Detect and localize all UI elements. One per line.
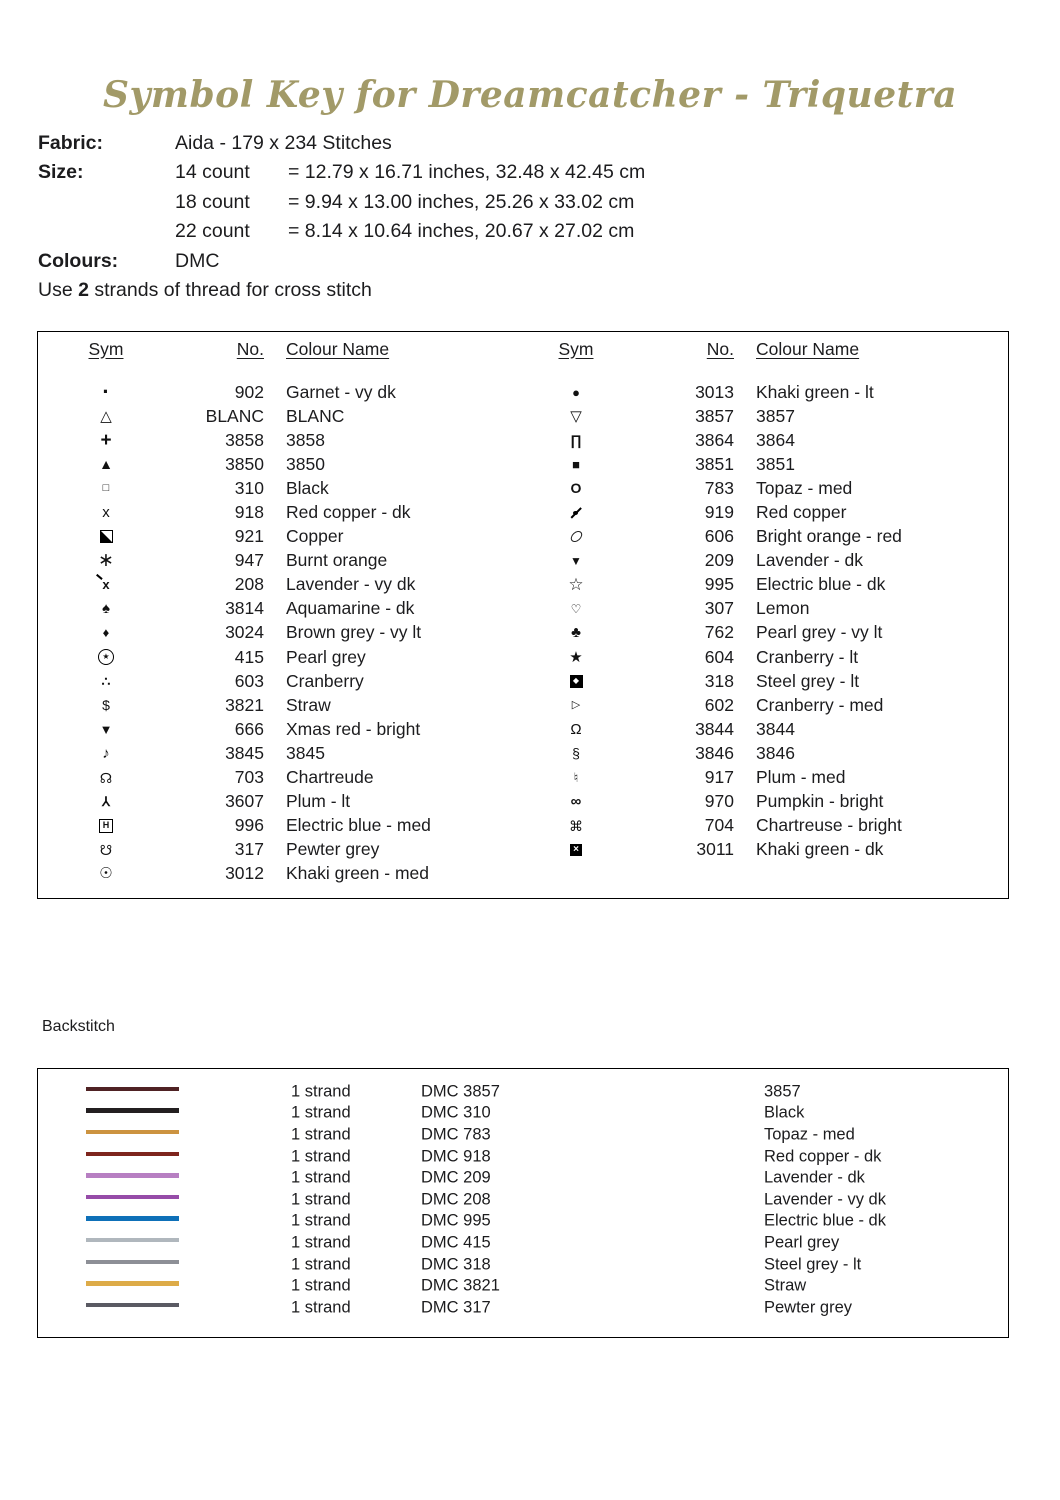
key-row bbox=[538, 669, 998, 693]
thread-color-swatch bbox=[86, 1087, 179, 1092]
stitch-symbol-icon: x bbox=[95, 575, 117, 595]
stitch-symbol-icon: ♠ bbox=[102, 600, 110, 618]
strand-count: 1 strand bbox=[291, 1276, 351, 1295]
colour-name: 3850 bbox=[286, 453, 325, 474]
stitch-symbol-icon: O bbox=[570, 480, 582, 497]
key-rows-right bbox=[538, 380, 998, 862]
backstitch-rows bbox=[38, 1081, 1008, 1319]
key-row bbox=[68, 597, 508, 621]
thread-color-swatch bbox=[86, 1195, 179, 1200]
colour-name: Copper bbox=[286, 526, 344, 547]
colour-name: 3846 bbox=[756, 742, 795, 763]
key-row bbox=[68, 621, 508, 645]
stitch-symbol-icon: ▲ bbox=[99, 456, 113, 473]
dmc-code: DMC 3821 bbox=[421, 1276, 500, 1295]
dmc-number: 3858 bbox=[225, 429, 264, 450]
dmc-number: 209 bbox=[704, 550, 734, 571]
key-column-right bbox=[538, 337, 998, 862]
colour-name: Black bbox=[286, 477, 329, 498]
dmc-number: 3864 bbox=[695, 429, 734, 450]
dmc-code: DMC 995 bbox=[421, 1211, 491, 1230]
dmc-code: DMC 208 bbox=[421, 1190, 491, 1209]
size-count: 14 count bbox=[175, 161, 250, 184]
key-row bbox=[538, 621, 998, 645]
dmc-number: 310 bbox=[234, 477, 264, 498]
size-count: 18 count bbox=[175, 190, 250, 213]
key-row bbox=[538, 790, 998, 814]
stitch-symbol-icon: ⌘ bbox=[569, 817, 583, 834]
key-row bbox=[68, 452, 508, 476]
fabric-label: Fabric: bbox=[38, 132, 104, 154]
stitch-symbol-icon bbox=[100, 530, 113, 543]
key-row bbox=[538, 452, 998, 476]
colour-name: Red copper - dk bbox=[764, 1147, 882, 1166]
dmc-code: DMC 415 bbox=[421, 1233, 491, 1252]
dmc-number: 208 bbox=[234, 574, 264, 595]
stitch-symbol-icon: ▼ bbox=[570, 553, 582, 568]
key-row bbox=[68, 549, 508, 573]
backstitch-label: Backstitch bbox=[42, 1018, 115, 1035]
dmc-code: DMC 209 bbox=[421, 1168, 491, 1187]
no-header: No. bbox=[236, 338, 264, 359]
stitch-symbol-icon: ☋ bbox=[99, 841, 113, 858]
size-row-14 bbox=[38, 158, 645, 187]
colour-name: Lavender - dk bbox=[756, 550, 864, 571]
size-row-22 bbox=[38, 217, 645, 246]
dmc-number: 704 bbox=[704, 815, 734, 836]
key-row bbox=[68, 766, 508, 790]
dmc-number: 3851 bbox=[695, 453, 734, 474]
dmc-number: 3011 bbox=[696, 839, 734, 860]
key-row bbox=[538, 693, 998, 717]
key-row bbox=[68, 717, 508, 741]
dmc-number: 919 bbox=[704, 502, 734, 523]
thread-color-swatch bbox=[86, 1216, 179, 1221]
key-row bbox=[68, 500, 508, 524]
colour-name: Topaz - med bbox=[756, 477, 853, 498]
dmc-number: 996 bbox=[234, 815, 264, 836]
key-row bbox=[68, 814, 508, 838]
colour-name: Xmas red - bright bbox=[286, 718, 421, 739]
dmc-number: 666 bbox=[234, 718, 264, 739]
key-row bbox=[538, 573, 998, 597]
dmc-number: 317 bbox=[234, 839, 264, 860]
size-dims: = 9.94 x 13.00 inches, 25.26 x 33.02 cm bbox=[288, 190, 635, 213]
colour-name: Red copper - dk bbox=[286, 502, 411, 523]
colour-name: Plum - lt bbox=[286, 791, 351, 812]
symbol-key-table bbox=[37, 331, 1009, 899]
colour-name: Steel grey - lt bbox=[756, 670, 860, 691]
colour-name: Bright orange - red bbox=[756, 526, 902, 547]
stitch-symbol-icon: □ bbox=[102, 481, 110, 494]
colour-name: Pearl grey - vy lt bbox=[756, 622, 883, 643]
dmc-number: 3846 bbox=[695, 742, 734, 763]
key-row bbox=[538, 766, 998, 790]
colour-name: Brown grey - vy lt bbox=[286, 622, 422, 643]
stitch-symbol-icon: ♦ bbox=[102, 625, 110, 641]
dmc-number: 762 bbox=[704, 622, 734, 643]
key-header-row bbox=[68, 337, 508, 361]
colour-name: Aquamarine - dk bbox=[286, 598, 415, 619]
thread-color-swatch bbox=[86, 1281, 179, 1286]
colour-name: Chartreuse - bright bbox=[756, 815, 902, 836]
dmc-number: 902 bbox=[234, 381, 264, 402]
strand-count: 1 strand bbox=[291, 1082, 351, 1101]
key-row bbox=[68, 741, 508, 765]
colour-name: Chartreude bbox=[286, 767, 374, 788]
colour-name: Black bbox=[764, 1103, 805, 1122]
key-row bbox=[538, 838, 998, 862]
dmc-number: 3845 bbox=[225, 742, 264, 763]
key-row bbox=[68, 525, 508, 549]
dmc-number: 3857 bbox=[695, 405, 734, 426]
stitch-symbol-icon: ⅄ bbox=[102, 794, 110, 810]
key-column-left bbox=[68, 337, 508, 886]
colour-name: Pumpkin - bright bbox=[756, 791, 884, 812]
stitch-symbol-icon: ♮ bbox=[573, 770, 579, 786]
colour-name: Plum - med bbox=[756, 767, 846, 788]
strand-count: 1 strand bbox=[291, 1211, 351, 1230]
colour-name: Cranberry bbox=[286, 670, 364, 691]
colour-name: 3858 bbox=[286, 429, 325, 450]
size-label: Size: bbox=[38, 161, 84, 184]
size-row-18 bbox=[38, 188, 645, 217]
strand-count: 1 strand bbox=[291, 1125, 351, 1144]
key-row bbox=[538, 741, 998, 765]
backstitch-row bbox=[38, 1103, 1008, 1125]
stitch-symbol-icon: ■ bbox=[572, 456, 580, 472]
colour-name-header: Colour Name bbox=[756, 338, 860, 359]
dmc-number: 318 bbox=[704, 670, 734, 691]
colour-name: Khaki green - dk bbox=[756, 839, 884, 860]
dmc-number: 921 bbox=[234, 526, 264, 547]
colours-row bbox=[38, 247, 645, 276]
colour-name: 3851 bbox=[756, 453, 795, 474]
key-row bbox=[538, 476, 998, 500]
colours-label: Colours: bbox=[38, 249, 119, 272]
dmc-code: DMC 3857 bbox=[421, 1082, 500, 1101]
colour-name: Electric blue - dk bbox=[756, 574, 886, 595]
colour-name: Khaki green - med bbox=[286, 863, 429, 884]
sym-header: Sym bbox=[88, 338, 124, 359]
stitch-symbol-icon: ☉ bbox=[99, 865, 113, 883]
stitch-symbol-icon: H bbox=[99, 819, 113, 833]
strand-count-number: 2 bbox=[78, 279, 89, 302]
backstitch-row bbox=[38, 1189, 1008, 1211]
dmc-number: 3012 bbox=[225, 863, 264, 884]
stitch-symbol-icon: · bbox=[102, 379, 110, 405]
key-row bbox=[538, 380, 998, 404]
stitch-symbol-icon: ☊ bbox=[99, 769, 113, 786]
thread-color-swatch bbox=[86, 1173, 179, 1178]
size-dims: = 12.79 x 16.71 inches, 32.48 x 42.45 cm bbox=[288, 161, 646, 184]
key-row bbox=[68, 476, 508, 500]
key-row bbox=[538, 500, 998, 524]
dmc-number: 703 bbox=[234, 767, 264, 788]
stitch-symbol-icon: ∴ bbox=[101, 673, 111, 690]
backstitch-row bbox=[38, 1081, 1008, 1103]
colour-name: Pewter grey bbox=[764, 1298, 853, 1317]
dmc-number: 947 bbox=[234, 550, 264, 571]
dmc-number: 917 bbox=[704, 767, 734, 788]
dmc-number: BLANC bbox=[205, 405, 264, 426]
sym-header: Sym bbox=[558, 338, 594, 359]
colour-name: BLANC bbox=[286, 405, 345, 426]
dmc-number: 970 bbox=[704, 791, 734, 812]
dmc-number: 604 bbox=[704, 646, 734, 667]
stitch-symbol-icon: ● bbox=[572, 384, 580, 400]
colour-name: Red copper bbox=[756, 502, 847, 523]
stitch-symbol-icon: ▷ bbox=[571, 698, 581, 711]
strand-count: 1 strand bbox=[291, 1147, 351, 1166]
stitch-symbol-icon: ♪ bbox=[102, 744, 110, 762]
stitch-symbol-icon: ♣ bbox=[571, 624, 581, 642]
thread-color-swatch bbox=[86, 1108, 179, 1113]
colour-name: 3864 bbox=[756, 429, 795, 450]
stitch-symbol-icon: ∗ bbox=[98, 550, 114, 572]
stitch-symbol-icon: ▽ bbox=[570, 407, 582, 425]
key-row bbox=[68, 404, 508, 428]
dmc-number: 3024 bbox=[225, 622, 264, 643]
stitch-symbol-icon: x bbox=[102, 504, 110, 522]
key-row bbox=[538, 428, 998, 452]
colour-name: 3857 bbox=[764, 1082, 801, 1101]
key-row bbox=[538, 645, 998, 669]
colour-name: Lavender - vy dk bbox=[286, 574, 416, 595]
stitch-symbol-icon bbox=[568, 505, 584, 521]
key-row bbox=[68, 838, 508, 862]
colour-name: 3845 bbox=[286, 742, 325, 763]
dmc-number: 3607 bbox=[225, 791, 264, 812]
colour-name-header: Colour Name bbox=[286, 338, 390, 359]
stitch-symbol-icon: × bbox=[570, 844, 582, 856]
size-dims: = 8.14 x 10.64 inches, 20.67 x 27.02 cm bbox=[288, 220, 635, 243]
colour-name: Lavender - vy dk bbox=[764, 1190, 886, 1209]
key-row bbox=[538, 814, 998, 838]
dmc-number: 3844 bbox=[695, 718, 734, 739]
colour-name: Steel grey - lt bbox=[764, 1255, 862, 1274]
colour-name: Cranberry - med bbox=[756, 694, 884, 715]
stitch-symbol-icon bbox=[568, 529, 584, 544]
stitch-symbol-icon: ♡ bbox=[570, 601, 582, 616]
dmc-code: DMC 783 bbox=[421, 1125, 491, 1144]
thread-color-swatch bbox=[86, 1260, 179, 1265]
colour-name: Pewter grey bbox=[286, 839, 380, 860]
stitch-symbol-icon: ▼ bbox=[99, 721, 113, 737]
colour-name: Cranberry - lt bbox=[756, 646, 859, 667]
strand-count: 1 strand bbox=[291, 1168, 351, 1187]
colour-name: Garnet - vy dk bbox=[286, 381, 396, 402]
colour-name: Pearl grey bbox=[764, 1233, 840, 1252]
key-row bbox=[68, 428, 508, 452]
dmc-number: 602 bbox=[704, 694, 734, 715]
colour-name: Lemon bbox=[756, 598, 810, 619]
strand-count: 1 strand bbox=[291, 1255, 351, 1274]
dmc-number: 3814 bbox=[225, 598, 264, 619]
key-row bbox=[68, 669, 508, 693]
dmc-number: 606 bbox=[704, 526, 734, 547]
key-row bbox=[538, 597, 998, 621]
strand-count: 1 strand bbox=[291, 1103, 351, 1122]
stitch-symbol-icon: ◆ bbox=[570, 675, 583, 688]
page-title: Symbol Key for Dreamcatcher - Triquetra bbox=[102, 74, 958, 116]
dmc-number: 3013 bbox=[695, 381, 734, 402]
key-row bbox=[538, 717, 998, 741]
stitch-symbol-icon: $ bbox=[102, 697, 110, 714]
backstitch-row bbox=[38, 1232, 1008, 1254]
colour-name: Lavender - dk bbox=[764, 1168, 865, 1187]
backstitch-row bbox=[38, 1275, 1008, 1297]
stitch-symbol-icon: + bbox=[100, 429, 112, 451]
backstitch-row bbox=[38, 1167, 1008, 1189]
stitch-symbol-icon: ★ bbox=[569, 648, 583, 666]
stitch-symbol-icon: Ω bbox=[570, 720, 582, 738]
colour-name: Burnt orange bbox=[286, 550, 388, 571]
fabric-value: Aida - 179 x 234 Stitches bbox=[175, 132, 392, 154]
stitch-symbol-icon: § bbox=[572, 745, 580, 762]
colour-name: Straw bbox=[764, 1276, 807, 1295]
thread-color-swatch bbox=[86, 1130, 179, 1135]
strand-count: 1 strand bbox=[291, 1190, 351, 1209]
key-row bbox=[68, 862, 508, 886]
strand-count: 1 strand bbox=[291, 1298, 351, 1317]
key-row bbox=[68, 645, 508, 669]
stitch-symbol-icon: ★ bbox=[98, 649, 114, 665]
key-row bbox=[538, 404, 998, 428]
fabric-row bbox=[38, 129, 645, 158]
no-header: No. bbox=[706, 338, 734, 359]
colour-name: 3857 bbox=[756, 405, 795, 426]
dmc-number: 995 bbox=[704, 574, 734, 595]
key-rows-left bbox=[68, 380, 508, 886]
dmc-number: 603 bbox=[234, 670, 264, 691]
stitch-symbol-icon: ∏ bbox=[570, 432, 582, 449]
colour-name: Khaki green - lt bbox=[756, 381, 874, 402]
key-row bbox=[538, 525, 998, 549]
dmc-number: 307 bbox=[704, 598, 734, 619]
thread-color-swatch bbox=[86, 1152, 179, 1157]
colour-name: Electric blue - dk bbox=[764, 1211, 886, 1230]
strand-count: 1 strand bbox=[291, 1233, 351, 1252]
key-row bbox=[68, 380, 508, 404]
dmc-code: DMC 310 bbox=[421, 1103, 491, 1122]
backstitch-row bbox=[38, 1124, 1008, 1146]
dmc-code: DMC 317 bbox=[421, 1298, 491, 1317]
thread-color-swatch bbox=[86, 1303, 179, 1308]
dmc-number: 3850 bbox=[225, 453, 264, 474]
pattern-info bbox=[38, 129, 645, 305]
dmc-code: DMC 318 bbox=[421, 1255, 491, 1274]
stitch-symbol-icon: ∞ bbox=[570, 793, 582, 811]
dmc-number: 783 bbox=[704, 477, 734, 498]
colour-name: Topaz - med bbox=[764, 1125, 855, 1144]
key-header-row bbox=[538, 337, 998, 361]
size-count: 22 count bbox=[175, 220, 250, 243]
backstitch-row bbox=[38, 1146, 1008, 1168]
backstitch-row bbox=[38, 1254, 1008, 1276]
key-row bbox=[538, 549, 998, 573]
backstitch-row bbox=[38, 1297, 1008, 1319]
dmc-number: 415 bbox=[234, 646, 264, 667]
colour-name: Straw bbox=[286, 694, 331, 715]
key-row bbox=[68, 693, 508, 717]
dmc-number: 3821 bbox=[225, 694, 264, 715]
colour-name: Electric blue - med bbox=[286, 815, 431, 836]
key-row bbox=[68, 790, 508, 814]
strands-note: Use 2 strands of thread for cross stitch bbox=[38, 279, 372, 302]
thread-color-swatch bbox=[86, 1238, 179, 1243]
colour-name: Pearl grey bbox=[286, 646, 366, 667]
backstitch-row bbox=[38, 1211, 1008, 1233]
dmc-number: 918 bbox=[234, 502, 264, 523]
colour-name: 3844 bbox=[756, 718, 795, 739]
colours-value: DMC bbox=[175, 249, 220, 272]
stitch-symbol-icon: ☆ bbox=[568, 575, 584, 595]
dmc-code: DMC 918 bbox=[421, 1147, 491, 1166]
stitch-symbol-icon: △ bbox=[100, 407, 112, 425]
backstitch-table bbox=[37, 1068, 1009, 1338]
key-row bbox=[68, 573, 508, 597]
